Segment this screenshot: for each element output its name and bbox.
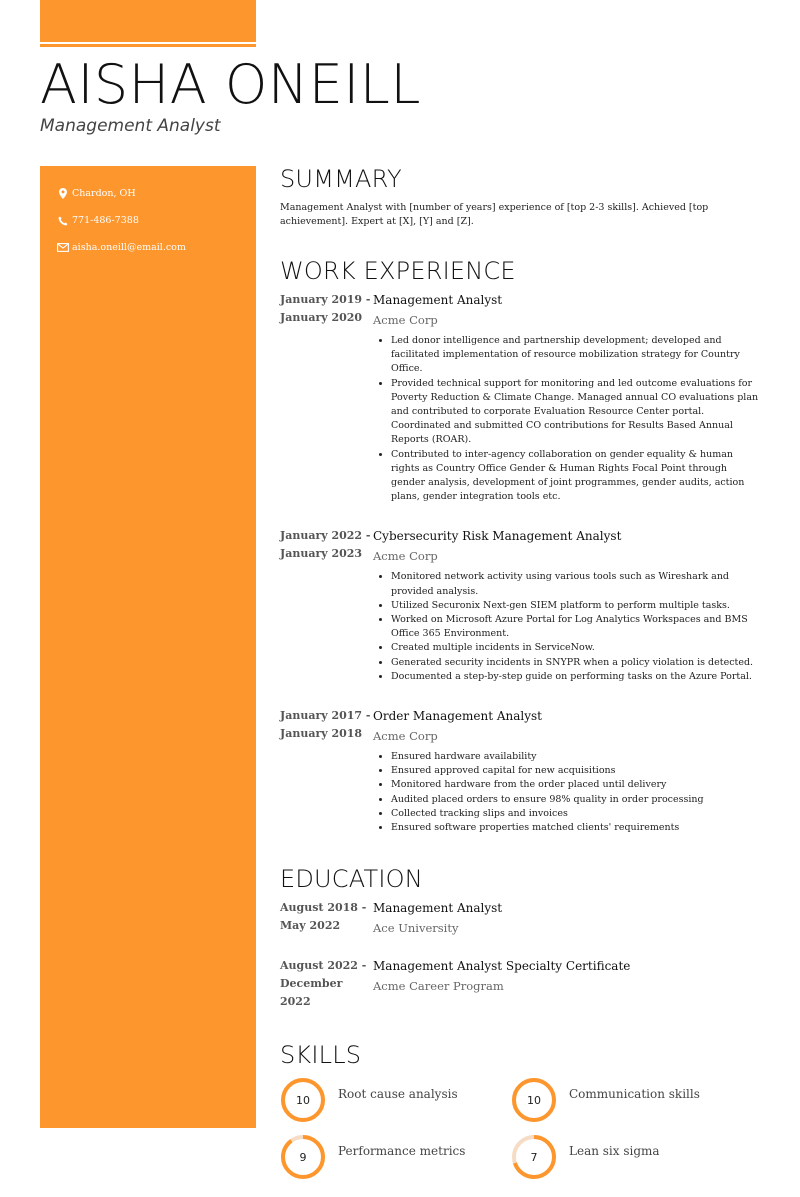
experience-title: Order Management Analyst: [373, 709, 543, 724]
education-entry: [280, 899, 764, 936]
skill-level-value: 10: [296, 1093, 310, 1107]
skill-item: [511, 1134, 660, 1180]
list-item: • Led donor intelligence and partnership development; developed and facilitated implementation of resource mobilization strategy for Country Office.: [391, 334, 764, 377]
experience-bullets: [373, 334, 764, 504]
contact-email: [54, 234, 256, 261]
skill-level-value: 9: [299, 1150, 307, 1164]
experience-company: Acme Corp: [373, 549, 438, 564]
education-institution: Acme Career Program: [373, 979, 504, 994]
list-item: • Ensured approved capital for new acquisitions: [391, 764, 764, 778]
section-title-skills: SKILLS: [280, 1041, 362, 1070]
education-section: [280, 865, 764, 1011]
list-item: • Monitored hardware from the order placed until delivery: [391, 778, 764, 792]
skill-item: [280, 1134, 465, 1180]
skill-name: Performance metrics: [338, 1144, 466, 1159]
experience-company: Acme Corp: [373, 729, 438, 744]
experience-section: [280, 257, 764, 835]
experience-bullets: [373, 570, 764, 684]
skill-name: Root cause analysis: [338, 1087, 458, 1102]
contact-location-text: Chardon, OH: [72, 188, 136, 199]
education-degree: Management Analyst: [373, 901, 503, 916]
education-degree: Management Analyst Specialty Certificate: [373, 959, 631, 974]
phone-icon: [54, 216, 71, 226]
experience-entry: [280, 291, 764, 504]
experience-bullets: [373, 750, 764, 835]
sidebar: [40, 166, 256, 1128]
list-item: • Collected tracking slips and invoices: [391, 807, 764, 821]
header-accent-line: [40, 44, 256, 47]
list-item: • Ensured software properties matched clients' requirements: [391, 821, 764, 835]
contact-email-link[interactable]: aisha.oneill@email.com: [72, 242, 186, 253]
education-institution: Ace University: [373, 921, 459, 936]
experience-entry: [280, 707, 764, 835]
list-item: • Ensured hardware availability: [391, 750, 764, 764]
experience-date: January 2022 - January 2023: [280, 529, 371, 561]
skill-level-ring: [280, 1134, 326, 1180]
skill-level-value: 10: [527, 1093, 541, 1107]
section-title-education: EDUCATION: [280, 865, 423, 894]
experience-company: Acme Corp: [373, 313, 438, 327]
main-content: [280, 165, 764, 1197]
contact-phone-link[interactable]: 771-486-7388: [72, 215, 139, 226]
experience-title: Cybersecurity Risk Management Analyst: [373, 529, 622, 544]
experience-date: January 2017 - January 2018: [280, 709, 371, 741]
contact-list: [40, 166, 256, 261]
experience-date: January 2019 - January 2020: [280, 293, 371, 324]
list-item: • Generated security incidents in SNYPR when a policy violation is detected.: [391, 656, 764, 670]
skill-level-value: 7: [530, 1150, 538, 1164]
location-pin-icon: [54, 188, 71, 199]
education-date: August 2018 - May 2022: [280, 901, 367, 933]
skills-grid: [280, 1077, 764, 1197]
summary-section: [280, 165, 764, 229]
list-item: • Utilized Securonix Next-gen SIEM platform to perform multiple tasks.: [391, 599, 764, 613]
skills-section: [280, 1041, 764, 1197]
contact-phone: [54, 207, 256, 234]
skill-name: Lean six sigma: [569, 1144, 660, 1159]
skill-level-ring: [511, 1134, 557, 1180]
envelope-icon: [54, 243, 71, 252]
section-title-summary: SUMMARY: [280, 165, 402, 193]
skill-level-ring: [511, 1077, 557, 1123]
experience-entry: [280, 527, 764, 684]
education-date: August 2022 - December 2022: [280, 959, 367, 1009]
skill-name: Communication skills: [569, 1087, 700, 1102]
list-item: • Worked on Microsoft Azure Portal for Log Analytics Workspaces and BMS Office 365 Environment.: [391, 613, 764, 641]
list-item: • Created multiple incidents in ServiceNow.: [391, 641, 764, 655]
experience-title: Management Analyst: [373, 293, 503, 307]
skill-item: [511, 1077, 700, 1123]
list-item: • Documented a step-by-step guide on performing tasks on the Azure Portal.: [391, 670, 764, 684]
list-item: • Audited placed orders to ensure 98% quality in order processing: [391, 793, 764, 807]
list-item: • Monitored network activity using various tools such as Wireshark and provided analysis.: [391, 570, 764, 598]
education-entry: [280, 957, 764, 1011]
list-item: • Contributed to inter-agency collaboration on gender equality & human rights as Country Office Gender & Human Rights Focal Point through gender analysis, development of joint programmes, gender audits, action plans, gender integration tools etc.: [391, 448, 764, 505]
skill-level-ring: [280, 1077, 326, 1123]
section-title-experience: WORK EXPERIENCE: [280, 257, 516, 285]
contact-location: [54, 180, 256, 207]
skill-item: [280, 1077, 458, 1123]
summary-text: Management Analyst with [number of years] experience of [top 2-3 skills]. Achieved [top achievement]. Expert at [X], [Y] and [Z].: [280, 202, 709, 227]
candidate-role: Management Analyst: [40, 116, 221, 136]
header-accent-bar: [40, 0, 256, 42]
candidate-name: AISHA ONEILL: [40, 53, 421, 116]
list-item: • Provided technical support for monitoring and led outcome evaluations for Poverty Reduction & Climate Change. Managed annual CO evaluations plan and contributed to corporate Evaluation Resource Center portal. Coordinated and submitted CO contributions for Results Based Annual Reports (ROAR).: [391, 377, 764, 448]
